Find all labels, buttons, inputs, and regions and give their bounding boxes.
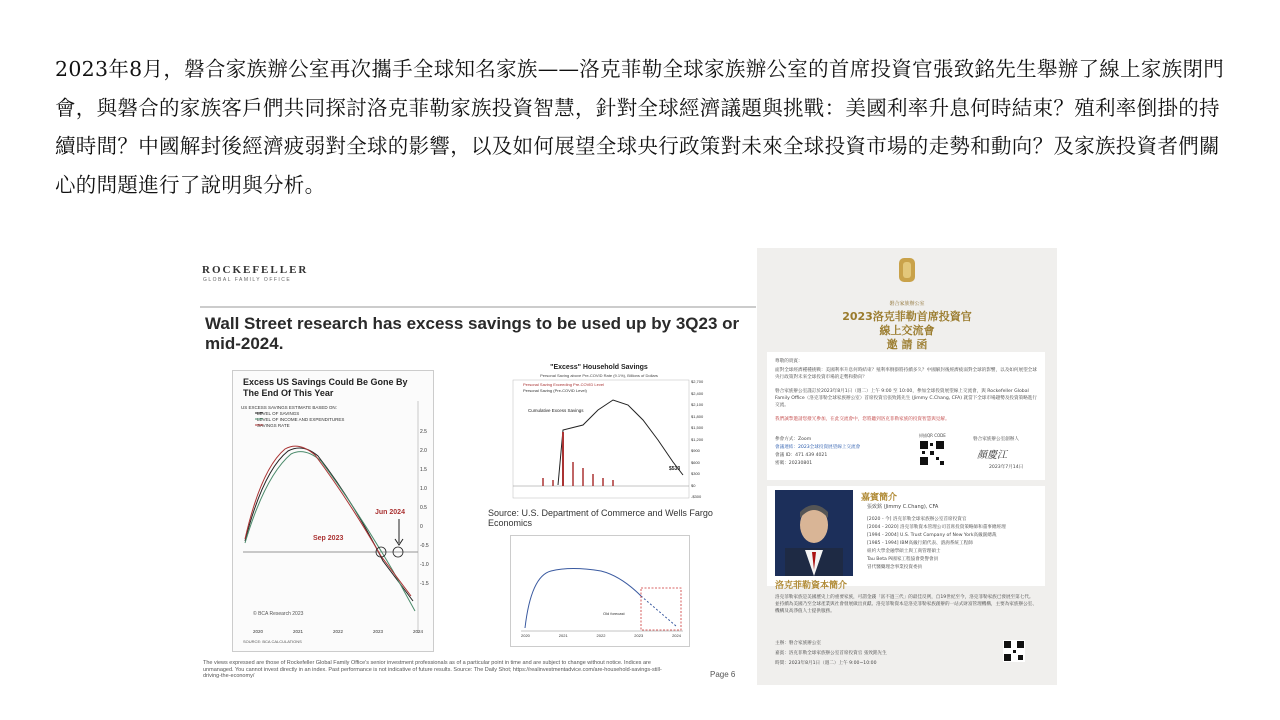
speaker-info: 嘉賓：洛克菲勒全球家族辦公室首席投資官 張致銘先生 [775,651,887,656]
right-chart-legend-2: Personal Saving (Pre-COVID Level) [523,388,587,393]
body-paragraph-1: 面對全球經濟種種挑戰：美國利率升息何時結束？殖利率倒掛將持續多久？中國解封後經濟疲弱對全球的影響，以及如何展望全球央行政策對未來全球投資市場的走勢和動向？ [775,368,1037,380]
greeting: 尊敬的貴賓： [775,359,803,364]
time-info: 時間：2023年8月1日（週二）上午 9:00~10:00 [775,661,877,666]
guest-bio-item: [1994 - 2004] U.S. Trust Company of New York高級副總裁 [867,533,997,538]
y-tick: 2.0 [420,448,427,454]
invitation-title-1: 2023洛克菲勒首席投資官 [842,310,972,323]
left-chart-x-ticks [253,629,423,634]
guest-bio-item: [1985 - 1994] IBM高級行銷代表、諮詢系統工程師 [867,541,973,546]
right-chart-legend-1: Personal Saving Exceeding Pre-COVID Level [523,382,604,387]
x-tick: 2021 [558,633,568,638]
qr-code-icon[interactable] [919,440,945,466]
forecast-chart [510,535,690,647]
invitation-title-2: 線上交流會 [879,324,935,337]
y-tick: $300 [691,471,700,476]
y-tick: $0 [691,482,696,488]
x-tick: 2020 [521,633,530,638]
meeting-method: 參會方式：Zoom [775,437,812,442]
excess-savings-chart [232,370,434,652]
disclaimer: The views expressed are those of Rockefeller Global Family Office's senior investment professionals as of a particular point in time and are subject to change without notice. Indices are unmanaged. You cannot invest directly in an index. Past performance is not indicative of future results. Source: The Daily Shot; https://realinvestmentadvice.com/are-household-savings-still-driving-the-economy/ [203,660,662,679]
x-tick: 2024 [672,633,681,638]
y-tick: -1.0 [420,562,429,568]
y-tick: $600 [691,459,700,465]
y-tick: -$300 [691,494,702,499]
y-tick: $1,200 [691,436,704,442]
meeting-password: 密碼：20230801 [775,461,813,466]
left-chart-source: SOURCE: BCA CALCULATIONS [243,639,302,644]
x-tick: 2023 [372,629,383,634]
panhe-logo-icon [897,256,917,284]
x-tick: 2021 [292,629,303,634]
meeting-id: 會議 ID：471 439 4021 [775,453,828,458]
left-chart-y-ticks [420,423,429,594]
guest-bio-item: 紐約大學金融學碩士與工商管理碩士 [867,549,941,554]
forecast-plot [511,536,689,646]
right-chart-subtitle: Personal Saving above Pre-COVID Rate (9.1%), Billions of Dollars [540,373,658,378]
body-paragraph-3: 我們誠摯邀請您撥冗參加，在此交流會中，您將聽到洛克菲勒家族的投資智慧與見解。 [775,417,950,422]
invitation-body-card [767,352,1045,480]
left-chart-legend-1: LEVEL OF SAVINGS [257,411,300,416]
guest-section-title: 嘉賓簡介 [861,493,898,503]
y-tick: -1.5 [420,581,429,587]
x-tick: 2022 [596,633,606,638]
qr-label: 掃描QR CODE [919,433,946,438]
y-tick: 0 [420,524,423,530]
meeting-link[interactable]: 會議連結：2023全球投資展望線上交流會 [775,445,861,450]
divider [200,306,756,308]
invitation-title-3: 邀 請 函 [886,338,928,351]
left-chart-annotation-jun: Jun 2024 [375,509,405,516]
y-tick: -0.5 [420,543,429,549]
left-chart-legend-3: SAVINGS RATE [257,423,290,428]
forecast-label: Old forecast [603,611,625,616]
left-chart-title: Excess US Savings Could Be Gone By The End Of This Year [243,377,408,398]
x-tick: 2024 [412,629,423,634]
right-chart-inner-label: Cumulative Excess Savings [528,408,584,413]
y-tick: 2.5 [420,429,427,435]
right-chart-plot [483,370,715,510]
left-chart-legend-head: US EXCESS SAVINGS ESTIMATE BASED ON: [241,405,337,410]
signature: 顏慶江 [977,450,1007,461]
guest-bio-item: [2004 - 2020] 洛克菲勒資本管理公司首席投資策略師和董事總經理 [867,525,1006,530]
x-tick: 2023 [634,633,644,638]
y-tick: $2,100 [691,402,704,407]
bottom-qr-code-icon[interactable] [1003,640,1025,662]
left-chart-legend-2: LEVEL OF INCOME AND EXPENDITURES [257,417,345,422]
invitation-logo-text: 磐合家族辦公室 [889,301,925,307]
slide-title: Wall Street research has excess savings to be used up by 3Q23 or mid-2024. [205,314,740,353]
rockefeller-slide [200,250,756,685]
invitation-date: 2023年7月14日 [989,465,1024,470]
y-tick: 1.5 [420,467,427,473]
left-chart-annotation-sep: Sep 2023 [313,535,344,542]
y-tick: $900 [691,448,700,453]
intro-section-title: 洛克菲勒資本簡介 [775,581,848,591]
right-chart-end-label: $533 [669,466,681,472]
guest-bio-item: 冒代醫藥理念事業投資委員 [867,565,923,570]
guest-photo [775,490,853,576]
invitation-card [757,248,1057,685]
guest-bio-list [867,516,1006,572]
rockefeller-logo: ROCKEFELLER [202,264,309,276]
forecast-x-ticks [521,633,681,638]
intro-paragraph: 2023年8月，磐合家族辦公室再次攜手全球知名家族——洛克菲勒全球家族辦公室的首席投資官張致銘先生舉辦了線上家族閉門會，與磐合的家族客戶們共同探討洛克菲勒家族投資智慧，針對全球經濟議題與挑戰：美國利率升息何時結束？殖利率倒掛的持續時間？中國解封後經濟疲弱對全球的影響，以及如何展望全球央行政策對未來全球投資市場的走勢和動向？及家族投資者們關心的問題進行了說明與分析。 [55,57,1225,197]
y-tick: $1,500 [691,425,704,430]
left-chart-credit: © BCA Research 2023 [253,611,304,617]
right-chart-title: "Excess" Household Savings [550,364,648,371]
intro-text: 洛克菲勒家族是美國歷史上的重要家族，可謂金錢「富不過三代」的最佳反例，自19世紀至今，洛克菲勒家族已發展至第七代。並持續為美國乃至全球產業與社會發展做出貢獻。洛克菲勒資本是洛克菲勒家族創辦的一站式財富管理機構，主要為家族辦公室、機構及高淨值人士提供服務。 [775,595,1037,614]
organizer-title: 磐合家族辦公室創辦人 [973,437,1019,442]
y-tick: $1,800 [691,413,704,419]
x-tick: 2022 [332,629,343,634]
guest-bio-item: Tau Beta Pi國家工程協會榮譽會員 [867,557,939,562]
page-number: Page 6 [710,670,736,679]
right-chart-y-ticks [691,376,703,503]
y-tick: 1.0 [420,486,427,492]
guest-bio-item: [2020 - 今] 洛克菲勒全球家族辦公室首席投資官 [867,517,967,522]
rockefeller-logo-sub: GLOBAL FAMILY OFFICE [203,277,292,283]
host-info: 主辦：磐合家族辦公室 [775,641,821,646]
x-tick: 2020 [253,629,264,634]
y-tick: $2,700 [691,379,704,384]
household-savings-chart [483,364,715,510]
body-paragraph-2: 磐合家族辦公室謹訂於2023年8月1日（週二）上午 9:00 至 10:00，參加全球投資展望線上交流會，與 Rockefeller Global Family Office（洛克菲勒全球家族辦公室）首席投資官張致銘先生 (Jimmy C.Chang, CFA) 就當下全球市場趨勢及投資策略進行交流。 [775,389,1037,408]
guest-name: 張致銘 (Jimmy C.Chang), CFA [867,504,939,510]
source-note: Source: U.S. Department of Commerce and Wells Fargo Economics [488,508,713,528]
y-tick: 0.5 [420,505,427,511]
guest-card [767,486,1045,586]
y-tick: $2,400 [691,390,704,396]
